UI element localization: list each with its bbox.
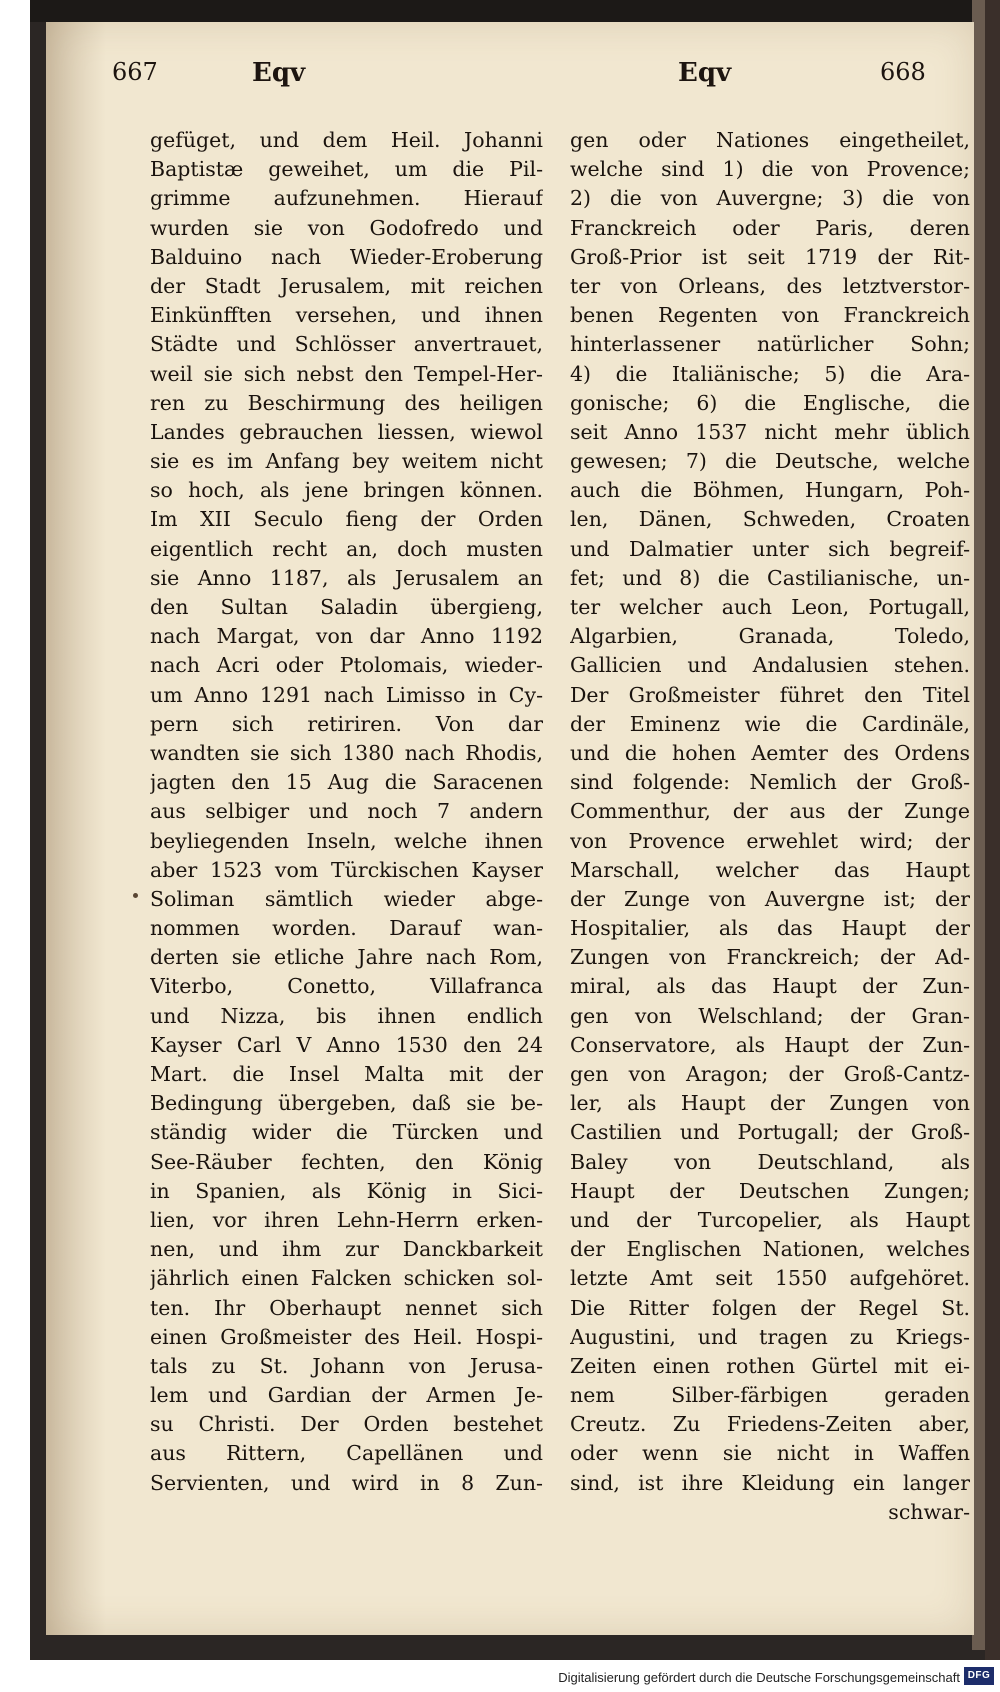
- text-line: gewesen; 7) die Deutsche, welche: [570, 449, 970, 474]
- page-gutter-shadow: [46, 22, 106, 1635]
- text-line: derten sie etliche Jahre nach Rom,: [150, 945, 543, 970]
- text-line: jährlich einen Falcken schicken sol-: [150, 1266, 543, 1291]
- text-line: ren zu Beschirmung des heiligen: [150, 390, 543, 415]
- text-line: Einkünfften versehen, und ihnen: [150, 303, 543, 328]
- text-line: aus selbiger und noch 7 andern: [150, 799, 543, 824]
- text-line: nem Silber-färbigen geraden: [570, 1383, 970, 1408]
- text-line: Commenthur, der aus der Zunge: [570, 799, 970, 824]
- text-line: gefüget, und dem Heil. Johanni: [150, 128, 543, 152]
- text-line: benen Regenten von Franckreich: [570, 303, 970, 328]
- right-text-column: [570, 126, 970, 1527]
- text-line: Creutz. Zu Friedens-Zeiten aber,: [570, 1412, 970, 1437]
- text-line: sie Anno 1187, als Jerusalem an: [150, 565, 543, 590]
- text-line: Der Großmeister führet den Titel: [570, 682, 970, 707]
- text-line: gen von Welschland; der Gran-: [570, 1003, 970, 1028]
- text-line: Viterbo, Conetto, Villafranca: [150, 974, 543, 999]
- text-line: ler, als Haupt der Zungen von: [570, 1091, 970, 1116]
- text-line: Baley von Deutschland, als: [570, 1149, 970, 1174]
- text-line: beyliegenden Inseln, welche ihnen: [150, 828, 543, 853]
- text-line: len, Dänen, Schweden, Croaten: [570, 507, 970, 532]
- text-line: fet; und 8) die Castilianische, un-: [570, 565, 970, 590]
- text-line: ständig wider die Türcken und: [150, 1120, 543, 1145]
- text-line: Im XII Seculo fieng der Orden: [150, 507, 543, 532]
- text-line: ten. Ihr Oberhaupt nennet sich: [150, 1295, 543, 1320]
- text-line: Kayser Carl V Anno 1530 den 24: [150, 1032, 543, 1057]
- text-line: Conservatore, als Haupt der Zun-: [570, 1032, 970, 1057]
- text-line: so hoch, als jene bringen können.: [150, 478, 543, 503]
- text-line: wurden sie von Godofredo und: [150, 215, 543, 240]
- text-line: nach Margat, von dar Anno 1192: [150, 624, 543, 649]
- text-line: jagten den 15 Aug die Saracenen: [150, 770, 543, 795]
- text-line: Zeiten einen rothen Gürtel mit ei-: [570, 1353, 970, 1378]
- text-line: seit Anno 1537 nicht mehr üblich: [570, 419, 970, 444]
- text-line: der Englischen Nationen, welches: [570, 1237, 970, 1262]
- text-line: oder wenn sie nicht in Waffen: [570, 1441, 970, 1466]
- text-line: gen von Aragon; der Groß-Cantz-: [570, 1062, 970, 1086]
- text-line: einen Großmeister des Heil. Hospi-: [150, 1324, 543, 1349]
- text-line: 4) die Italiänische; 5) die Ara-: [570, 361, 970, 386]
- text-line: weil sie sich nebst den Tempel-Her-: [150, 361, 543, 386]
- text-line: von Provence erwehlet wird; der: [570, 828, 970, 853]
- text-line: und Nizza, bis ihnen endlich: [150, 1003, 543, 1028]
- text-line: See-Räuber fechten, den König: [150, 1149, 543, 1174]
- text-line: der Eminenz wie die Cardinäle,: [570, 711, 970, 736]
- text-line: Algarbien, Granada, Toledo,: [570, 624, 970, 649]
- text-line: eigentlich recht an, doch musten: [150, 536, 543, 561]
- text-line: Die Ritter folgen der Regel St.: [570, 1295, 970, 1320]
- text-line: Haupt der Deutschen Zungen;: [570, 1178, 970, 1203]
- text-line: auch die Böhmen, Hungarn, Poh-: [570, 478, 970, 503]
- text-line: den Sultan Saladin übergieng,: [150, 595, 543, 619]
- text-line: nen, und ihm zur Danckbarkeit: [150, 1237, 543, 1262]
- left-running-head: Eqv: [252, 58, 306, 88]
- text-line: grimme aufzunehmen. Hierauf: [150, 186, 543, 211]
- text-line: Hospitalier, als das Haupt der: [570, 916, 970, 941]
- text-line: Balduino nach Wieder-Eroberung: [150, 244, 543, 269]
- text-line: nommen worden. Darauf wan-: [150, 916, 543, 941]
- book-board-top: [30, 0, 1000, 22]
- text-line: sind folgende: Nemlich der Groß-: [570, 770, 970, 795]
- text-line: und der Turcopelier, als Haupt: [570, 1207, 970, 1232]
- text-line: ter von Orleans, des letztverstor-: [570, 273, 970, 298]
- text-line: aber 1523 vom Türckischen Kayser: [150, 857, 543, 882]
- text-line: Franckreich oder Paris, deren: [570, 215, 970, 240]
- text-line: Castilien und Portugall; der Groß-: [570, 1120, 970, 1145]
- text-line: aus Rittern, Capellänen und: [150, 1441, 543, 1466]
- text-line: und die hohen Aemter des Ordens: [570, 740, 970, 765]
- text-line: lem und Gardian der Armen Je-: [150, 1383, 543, 1408]
- text-line: hinterlassener natürlicher Sohn;: [570, 332, 970, 357]
- text-line: letzte Amt seit 1550 aufgehöret.: [570, 1266, 970, 1291]
- text-line: sind, ist ihre Kleidung ein langer: [570, 1470, 970, 1495]
- text-line: Groß-Prior ist seit 1719 der Rit-: [570, 244, 970, 269]
- right-running-head: Eqv: [678, 58, 732, 88]
- text-line: Gallicien und Andalusien stehen.: [570, 653, 970, 678]
- text-line: Baptistæ geweihet, um die Pil-: [150, 157, 543, 182]
- left-text-column: [150, 126, 543, 1498]
- text-line: wandten sie sich 1380 nach Rhodis,: [150, 740, 543, 765]
- funding-credit: Digitalisierung gefördert durch die Deutsche Forschungsgemeinschaft: [558, 1670, 960, 1685]
- dfg-logo: DFG: [964, 1667, 994, 1685]
- text-line: pern sich retiriren. Von dar: [150, 711, 543, 736]
- ink-speck: [133, 893, 138, 898]
- text-line: Soliman sämtlich wieder abge-: [150, 886, 543, 911]
- text-line: der Zunge von Auvergne ist; der: [570, 886, 970, 911]
- text-line: nach Acri oder Ptolomais, wieder-: [150, 653, 543, 678]
- text-line: Zungen von Franckreich; der Ad-: [570, 945, 970, 970]
- text-line: welche sind 1) die von Provence;: [570, 157, 970, 182]
- right-page-number: 668: [880, 58, 926, 86]
- text-line: in Spanien, als König in Sici-: [150, 1178, 543, 1203]
- text-line: Servienten, und wird in 8 Zun-: [150, 1470, 543, 1495]
- text-line: gonische; 6) die Englische, die: [570, 390, 970, 415]
- text-line: lien, vor ihren Lehn-Herrn erken-: [150, 1207, 543, 1232]
- text-line: und Dalmatier unter sich begreif-: [570, 536, 970, 561]
- text-line: sie es im Anfang bey weitem nicht: [150, 449, 543, 474]
- text-line: Städte und Schlösser anvertrauet,: [150, 332, 543, 357]
- text-line: 2) die von Auvergne; 3) die von: [570, 186, 970, 211]
- text-line: ter welcher auch Leon, Portugall,: [570, 595, 970, 619]
- text-line: um Anno 1291 nach Limisso in Cy-: [150, 682, 543, 707]
- text-line: tals zu St. Johann von Jerusa-: [150, 1353, 543, 1378]
- text-line: Bedingung übergeben, daß sie be-: [150, 1091, 543, 1116]
- text-line: Augustini, und tragen zu Kriegs-: [570, 1324, 970, 1349]
- text-line: der Stadt Jerusalem, mit reichen: [150, 273, 543, 298]
- text-line: su Christi. Der Orden bestehet: [150, 1412, 543, 1437]
- text-line: Landes gebrauchen liessen, wiewol: [150, 419, 543, 444]
- left-page-number: 667: [112, 58, 158, 86]
- text-line: Marschall, welcher das Haupt: [570, 857, 970, 882]
- text-line: miral, als das Haupt der Zun-: [570, 974, 970, 999]
- text-line: gen oder Nationes eingetheilet,: [570, 128, 970, 152]
- text-line: Mart. die Insel Malta mit der: [150, 1062, 543, 1086]
- text-line: schwar-: [888, 1499, 970, 1524]
- book-spine: [985, 0, 1000, 1660]
